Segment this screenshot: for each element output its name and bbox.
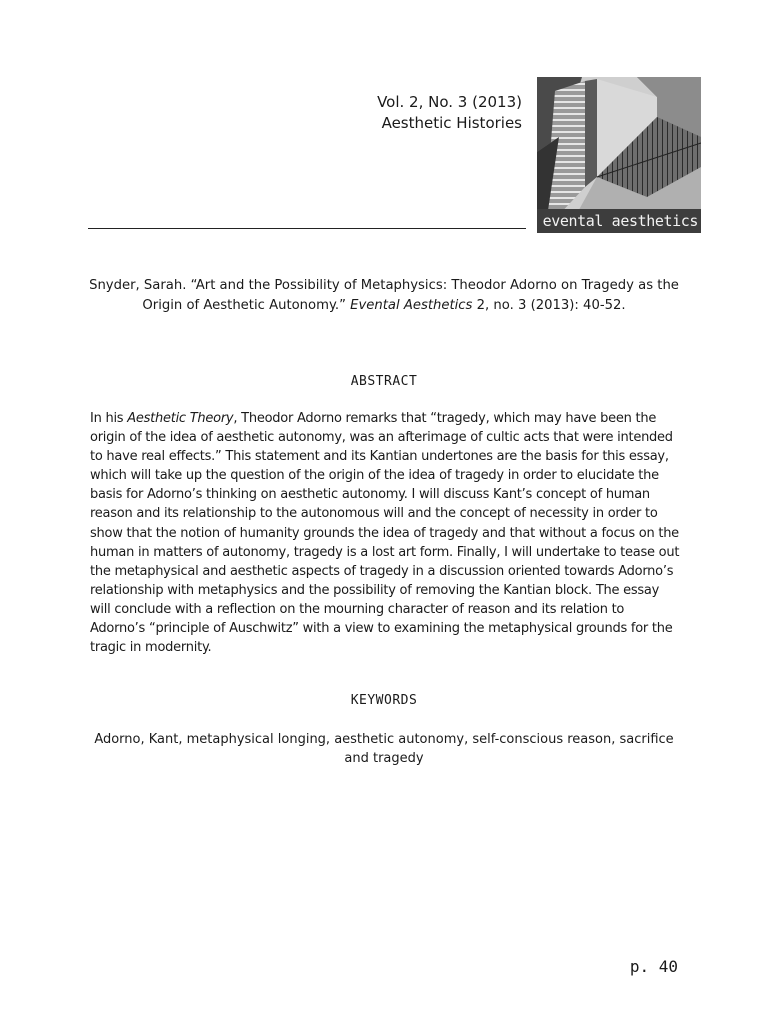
page-number: p. 40: [629, 957, 678, 976]
cover-label: evental aesthetics: [537, 209, 701, 233]
journal-cover-image: [537, 77, 701, 233]
abstract-body: [90, 409, 682, 657]
citation-details: 2, no. 3 (2013): 40-52.: [476, 298, 626, 313]
abstract-heading: ABSTRACT: [350, 374, 418, 389]
volume-number: Vol. 2, No. 3 (2013): [377, 93, 522, 111]
header-divider: [88, 228, 526, 229]
citation-authors: Snyder, Sarah.: [89, 278, 187, 293]
issue-title: Aesthetic Histories: [381, 114, 522, 132]
journal-header: [377, 92, 522, 134]
keywords-list: Adorno, Kant, metaphysical longing, aesthetic autonomy, self-conscious reason, sacrifice and tragedy: [94, 732, 674, 766]
citation-title: “Art and the Possibility of Metaphysics: Theodor Adorno on Tragedy as the Origin of Aesthetic Autonomy.”: [142, 278, 679, 313]
abstract-text: , Theodor Adorno remarks that “tragedy, which may have been the origin of the idea of aesthetic autonomy, was an afterimage of cultic acts that were intended to have real effects.” This statement and its Kantian undertones are the basis for this essay, which will take up the question of the origin of the idea of tragedy in order to elucidate the basis for Adorno’s thinking on aesthetic autonomy. I will discuss Kant’s concept of human reason and its relationship to the autonomous will and the concept of necessity in order to show that the notion of humanity grounds the idea of tragedy and that without a focus on the human in matters of autonomy, tragedy is a lost art form. Finally, I will undertake to tease out the metaphysical and aesthetic aspects of tragedy in a discussion oriented towards Adorno’s relationship with metaphysics and the possibility of removing the Kantian block. The essay will conclude with a reflection on the mourning character of reason and its relation to Adorno’s “principle of Auschwitz” with a view to examining the metaphysical grounds for the tragic in modernity.: [90, 411, 680, 656]
citation-journal: Evental Aesthetics: [350, 298, 473, 313]
abstract-intro: In his: [90, 411, 128, 426]
abstract-paragraph: [90, 409, 682, 657]
keywords-heading: KEYWORDS: [350, 693, 418, 708]
abstract-book-title: Aesthetic Theory: [127, 411, 234, 426]
citation: [88, 276, 680, 316]
